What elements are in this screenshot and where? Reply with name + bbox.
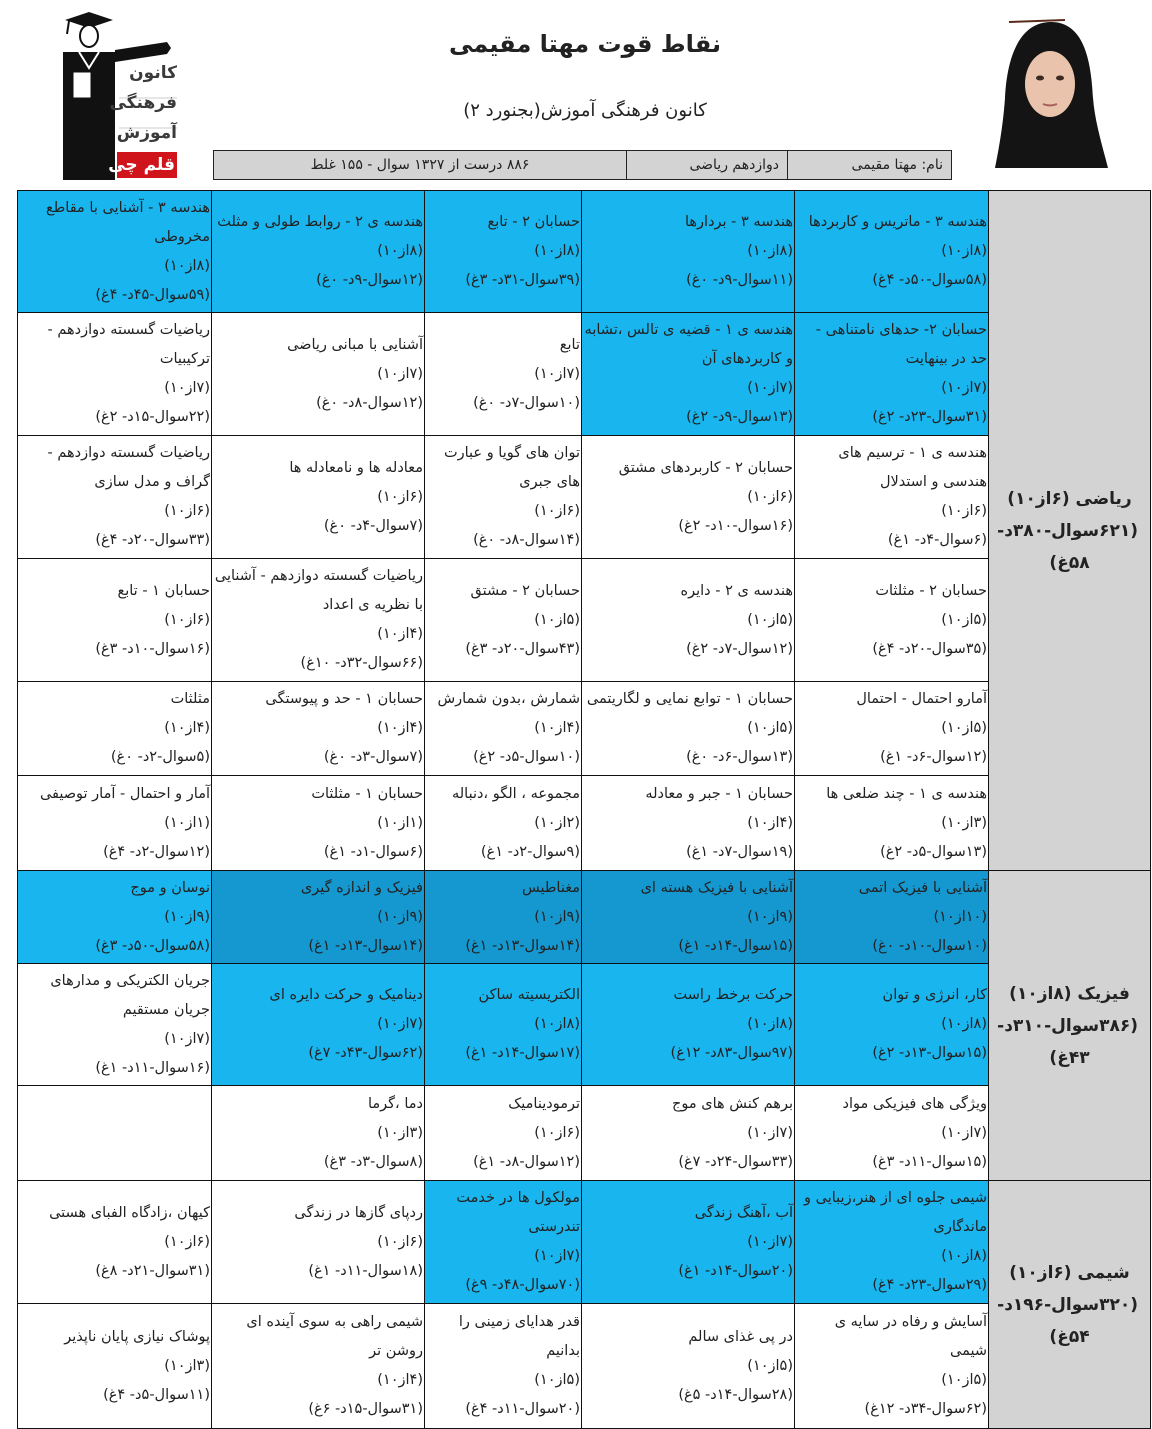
subject-label: شیمی (۶از۱۰) — [1009, 1262, 1130, 1283]
topic-detail: (۱۴سوال-۱۳د- ۱غ) — [308, 937, 423, 954]
topic-score: (۸از۱۰) — [941, 1248, 987, 1264]
topic-detail: (۹سوال-۲د- ۱غ) — [480, 843, 580, 860]
subject-summary-cell — [989, 191, 1151, 871]
topic-score: (۵از۱۰) — [941, 720, 987, 736]
topic-topic: ردپای گازها در زندگی — [294, 1204, 423, 1221]
topic-score: (۹از۱۰) — [747, 908, 793, 925]
topic-detail: (۱۴سوال-۸د- ۰غ) — [473, 532, 580, 548]
subject-stats: (۳۸۶سوال-۳۱۰د- ۴۳غ) — [997, 1015, 1138, 1068]
topic-detail: (۲۰سوال-۱۱د- ۴غ) — [465, 1401, 580, 1417]
table-row — [18, 1304, 1151, 1429]
topic-cell — [795, 436, 989, 559]
topic-score: (۸از۱۰) — [941, 243, 987, 259]
topic-detail: (۳۱سوال-۲۱د- ۸غ) — [95, 1262, 210, 1279]
topic-detail: (۱۸سوال-۱۱د- ۱غ) — [308, 1262, 423, 1279]
topic-score: (۷از۱۰) — [164, 380, 210, 396]
topic-cell — [795, 1181, 989, 1304]
student-photo — [995, 18, 1108, 168]
topic-cell — [18, 191, 212, 313]
logo-line-1: کانون — [129, 63, 177, 83]
topic-detail: (۵۸سوال-۵۰د- ۳غ) — [95, 937, 210, 954]
subject-summary-cell — [989, 871, 1151, 1181]
topic-topic: الکتریسیته ساکن — [478, 987, 580, 1003]
topic-score: (۳از۱۰) — [164, 1357, 210, 1374]
topic-topic: ریاضیات گسسته دوازدهم - ترکیبیات — [47, 322, 210, 367]
topic-topic: آشنایی با مبانی ریاضی — [287, 336, 423, 353]
topic-score: (۸از۱۰) — [534, 1016, 580, 1032]
topic-score: (۵از۱۰) — [747, 611, 793, 628]
topic-topic: نوسان و موج — [130, 879, 210, 896]
table-row — [18, 1181, 1151, 1304]
topic-cell — [795, 871, 989, 964]
topic-detail: (۸سوال-۳د- ۳غ) — [323, 1153, 423, 1170]
topic-score: (۵از۱۰) — [941, 1372, 987, 1388]
topic-detail: (۱۵سوال-۱۳د- ۲غ) — [872, 1045, 987, 1061]
topic-topic: جریان الکتریکی و مدارهای جریان مستقیم — [50, 972, 210, 1018]
topic-detail: (۳۱سوال-۱۵د- ۶غ) — [308, 1401, 423, 1417]
topic-cell — [425, 191, 582, 313]
topic-topic: در پی غذای سالم — [688, 1328, 793, 1345]
student-info-bar — [213, 150, 952, 180]
topic-score: (۴از۱۰) — [747, 814, 793, 831]
topic-topic: شیمی جلوه ای از هنر،زیبایی و ماندگاری — [804, 1190, 987, 1235]
topic-score: (۹از۱۰) — [534, 908, 580, 925]
topic-score: (۱۰از۱۰) — [933, 908, 987, 925]
topic-score: (۷از۱۰) — [747, 1124, 793, 1141]
topic-cell — [795, 1086, 989, 1181]
topic-topic: هندسه ی ۲ - روابط طولی و مثلث — [217, 214, 423, 230]
topic-cell — [425, 964, 582, 1086]
topic-topic: هندسه ۳ - بردارها — [684, 214, 793, 230]
topic-cell — [582, 1181, 795, 1304]
topic-score: (۷از۱۰) — [534, 365, 580, 382]
kanoon-logo — [55, 10, 179, 182]
topic-detail: (۱۱سوال-۵د- ۴غ) — [103, 1386, 210, 1403]
topic-detail: (۱۳سوال-۵د- ۲غ) — [880, 843, 987, 860]
student-grade: دوازدهم ریاضی — [626, 151, 787, 179]
topic-topic: حسابان ۱ - مثلثات — [311, 785, 423, 802]
topic-score: (۶از۱۰) — [377, 1233, 423, 1250]
topic-detail: (۱۲سوال-۸د- ۰غ) — [316, 394, 423, 411]
topic-topic: آشنایی با فیزیک اتمی — [858, 879, 987, 896]
topic-score: (۸از۱۰) — [941, 1016, 987, 1032]
logo-line-4: قلم چی — [117, 152, 177, 178]
topic-topic: حسابان ۲ - مثلثات — [875, 582, 987, 599]
topic-detail: (۱۴سوال-۱۳د- ۱غ) — [465, 937, 580, 954]
topic-score: (۶از۱۰) — [164, 1233, 210, 1250]
topic-detail: (۱۰سوال-۷د- ۰غ) — [473, 394, 580, 411]
topic-detail: (۱۷سوال-۱۴د- ۱غ) — [465, 1045, 580, 1061]
topic-detail: (۶۶سوال-۳۲د- ۱۰غ) — [300, 655, 423, 671]
table-row — [18, 776, 1151, 871]
topic-cell — [212, 1304, 425, 1429]
topic-topic: برهم کنش های موج — [672, 1095, 793, 1112]
topic-detail: (۵سوال-۲د- ۰غ) — [110, 749, 210, 765]
topic-topic: مولکول ها در خدمت تندرستی — [456, 1190, 580, 1235]
topic-detail: (۳۳سوال-۲۴د- ۷غ) — [678, 1153, 793, 1170]
topic-topic: حسابان ۲ - کاربردهای مشتق — [618, 459, 793, 476]
topic-topic: کیهان ،زادگاه الفبای هستی — [49, 1204, 210, 1221]
table-row — [18, 871, 1151, 964]
topic-topic: هندسه ی ۲ - دایره — [680, 582, 793, 599]
topic-detail: (۴۳سوال-۲۰د- ۳غ) — [465, 640, 580, 657]
table-row — [18, 1086, 1151, 1181]
table-row — [18, 964, 1151, 1086]
topic-detail: (۱۳سوال-۶د- ۰غ) — [686, 749, 793, 765]
topic-cell — [212, 682, 425, 776]
topic-topic: حسابان ۱ - جبر و معادله — [645, 785, 793, 802]
topic-cell — [425, 776, 582, 871]
topic-score: (۱از۱۰) — [377, 814, 423, 831]
subject-stats: (۶۲۱سوال-۳۸۰د- ۵۸غ) — [997, 520, 1138, 573]
strengths-table — [17, 190, 1151, 1429]
topic-cell — [425, 436, 582, 559]
topic-cell — [212, 1181, 425, 1304]
topic-cell — [212, 191, 425, 313]
topic-cell — [212, 313, 425, 436]
topic-score: (۷از۱۰) — [941, 380, 987, 396]
topic-topic: حسابان ۱ - حد و پیوستگی — [265, 691, 423, 707]
topic-score: (۵از۱۰) — [534, 1372, 580, 1388]
topic-topic: حسابان ۲- حدهای نامتناهی - حد در بینهایت — [815, 322, 987, 367]
topic-score: (۶از۱۰) — [941, 503, 987, 519]
topic-cell — [212, 559, 425, 682]
topic-score: (۸از۱۰) — [534, 243, 580, 259]
topic-topic: حرکت برخط راست — [673, 987, 793, 1003]
topic-score: (۴از۱۰) — [377, 626, 423, 642]
table-row — [18, 682, 1151, 776]
topic-detail: (۶سوال-۴د- ۱غ) — [887, 532, 987, 548]
topic-cell — [212, 436, 425, 559]
topic-score: (۷از۱۰) — [164, 1030, 210, 1047]
topic-cell — [582, 1304, 795, 1429]
topic-detail: (۹۷سوال-۸۳د- ۱۲غ) — [670, 1045, 793, 1061]
topic-topic: حسابان ۱ - تابع — [117, 582, 210, 599]
topic-score: (۸از۱۰) — [747, 1016, 793, 1032]
topic-cell — [582, 964, 795, 1086]
topic-detail: (۷۰سوال-۴۸د- ۹غ) — [465, 1277, 580, 1293]
topic-topic: ویژگی های فیزیکی مواد — [842, 1095, 987, 1112]
topic-score: (۵از۱۰) — [747, 1357, 793, 1374]
topic-topic: کار، انرژی و توان — [882, 987, 987, 1003]
topic-score: (۹از۱۰) — [377, 908, 423, 925]
topic-detail: (۱۹سوال-۷د- ۱غ) — [686, 843, 793, 860]
topic-detail: (۱۲سوال-۹د- ۰غ) — [316, 272, 423, 288]
topic-cell — [582, 191, 795, 313]
topic-cell — [18, 776, 212, 871]
topic-detail: (۳۵سوال-۲۰د- ۴غ) — [872, 640, 987, 657]
topic-cell — [425, 559, 582, 682]
topic-topic: توان های گویا و عبارت های جبری — [443, 445, 580, 490]
subject-label: فیزیک (۸از۱۰) — [1009, 983, 1130, 1004]
topic-cell — [18, 871, 212, 964]
student-name: نام: مهتا مقیمی — [787, 151, 951, 179]
topic-topic: ترمودینامیک — [508, 1095, 580, 1112]
topic-score: (۲از۱۰) — [534, 814, 580, 831]
topic-topic: هندسه ۳ - ماتریس و کاربردها — [808, 214, 987, 230]
topic-topic: حسابان ۲ - تابع — [487, 214, 580, 230]
topic-detail: (۱۱سوال-۹د- ۰غ) — [686, 272, 793, 288]
topic-topic: حسابان ۲ - مشتق — [470, 582, 580, 599]
topic-score: (۳از۱۰) — [377, 1124, 423, 1141]
topic-score: (۴از۱۰) — [164, 720, 210, 736]
topic-detail: (۶۲سوال-۳۴د- ۱۲غ) — [864, 1401, 987, 1417]
topic-topic: هندسه ی ۱ - قضیه ی تالس ،تشابه و کاربردهای آن — [584, 322, 793, 367]
topic-detail: (۵۹سوال-۴۵د- ۴غ) — [95, 286, 210, 303]
topic-topic: شیمی راهی به سوی آینده ای روشن تر — [246, 1314, 423, 1359]
topic-score: (۶از۱۰) — [164, 503, 210, 519]
topic-score: (۷از۱۰) — [941, 1124, 987, 1141]
topic-score: (۳از۱۰) — [941, 814, 987, 831]
topic-score: (۸از۱۰) — [747, 243, 793, 259]
topic-topic: هندسه ی ۱ - ترسیم های هندسی و استدلال — [838, 445, 987, 490]
topic-cell — [425, 1304, 582, 1429]
topic-detail: (۶سوال-۱د- ۱غ) — [323, 843, 423, 860]
topic-topic: شمارش ،بدون شمارش — [437, 691, 580, 707]
topic-cell — [18, 1304, 212, 1429]
topic-cell — [795, 191, 989, 313]
topic-cell — [18, 1086, 212, 1181]
topic-detail: (۱۰سوال-۱۰د- ۰غ) — [872, 937, 987, 954]
table-row — [18, 559, 1151, 682]
topic-detail: (۱۲سوال-۶د- ۱غ) — [880, 749, 987, 765]
topic-topic: آسایش و رفاه در سایه ی شیمی — [834, 1314, 987, 1359]
topic-score: (۸از۱۰) — [164, 257, 210, 274]
topic-cell — [795, 682, 989, 776]
topic-score: (۹از۱۰) — [164, 908, 210, 925]
topic-detail: (۱۲سوال-۸د- ۱غ) — [473, 1153, 580, 1170]
topic-detail: (۱۶سوال-۱۱د- ۱غ) — [95, 1059, 210, 1076]
topic-topic: ریاضیات گسسته دوازدهم - آشنایی با نظریه ی اعداد — [214, 568, 423, 613]
page-title: نقاط قوت مهتا مقیمی — [449, 30, 721, 58]
topic-cell — [212, 871, 425, 964]
topic-detail: (۱۶سوال-۱۰د- ۲غ) — [678, 517, 793, 534]
table-row — [18, 313, 1151, 436]
topic-score: (۵از۱۰) — [941, 611, 987, 628]
topic-cell — [582, 436, 795, 559]
topic-cell — [582, 682, 795, 776]
topic-topic: معادله ها و نامعادله ها — [289, 459, 423, 476]
topic-cell — [18, 1181, 212, 1304]
topic-topic: پوشاک نیازی پایان ناپذیر — [64, 1328, 210, 1345]
topic-cell — [795, 776, 989, 871]
topic-cell — [795, 313, 989, 436]
topic-score: (۵از۱۰) — [534, 611, 580, 628]
topic-cell — [795, 964, 989, 1086]
topic-cell — [582, 1086, 795, 1181]
topic-detail: (۱۳سوال-۹د- ۲غ) — [686, 409, 793, 425]
topic-cell — [425, 871, 582, 964]
topic-topic: مغناطیس — [522, 879, 580, 896]
topic-topic: ریاضیات گسسته دوازدهم - گراف و مدل سازی — [47, 445, 210, 490]
topic-cell — [795, 1304, 989, 1429]
topic-cell — [582, 776, 795, 871]
topic-score: (۷از۱۰) — [747, 1233, 793, 1250]
topic-detail: (۳۱سوال-۲۳د- ۲غ) — [872, 409, 987, 425]
overall-summary: ۸۸۶ درست از ۱۳۲۷ سوال - ۱۵۵ غلط — [310, 157, 530, 173]
topic-cell — [582, 559, 795, 682]
logo-line-3: آموزش — [116, 123, 177, 143]
topic-topic: قدر هدایای زمینی را بدانیم — [458, 1314, 580, 1359]
topic-score: (۵از۱۰) — [747, 720, 793, 736]
topic-detail: (۱۵سوال-۱۴د- ۱غ) — [678, 937, 793, 954]
topic-detail: (۱۲سوال-۷د- ۲غ) — [686, 640, 793, 657]
table-row — [18, 191, 1151, 313]
topic-topic: هندسه ۳ - آشنایی با مقاطع مخروطی — [46, 199, 210, 245]
topic-score: (۴از۱۰) — [377, 1372, 423, 1388]
topic-score: (۷از۱۰) — [534, 1248, 580, 1264]
topic-cell — [425, 1086, 582, 1181]
topic-cell — [425, 1181, 582, 1304]
topic-detail: (۲۹سوال-۲۳د- ۴غ) — [872, 1277, 987, 1293]
subject-label: ریاضی (۶از۱۰) — [1007, 488, 1132, 509]
topic-topic: مثلثات — [170, 691, 210, 707]
topic-score: (۷از۱۰) — [377, 365, 423, 382]
topic-detail: (۳۹سوال-۳۱د- ۳غ) — [465, 272, 580, 288]
table-row — [18, 436, 1151, 559]
topic-score: (۸از۱۰) — [377, 243, 423, 259]
topic-cell — [18, 436, 212, 559]
topic-cell — [795, 559, 989, 682]
topic-detail: (۶۲سوال-۴۳د- ۷غ) — [308, 1045, 423, 1061]
subject-summary-cell — [989, 1181, 1151, 1429]
topic-cell — [582, 871, 795, 964]
topic-cell — [425, 313, 582, 436]
topic-topic: حسابان ۱ - توابع نمایی و لگاریتمی — [586, 691, 793, 707]
topic-detail: (۲۰سوال-۱۴د- ۱غ) — [678, 1262, 793, 1279]
logo-line-2: فرهنگی — [109, 93, 177, 113]
topic-topic: هندسه ی ۱ - چند ضلعی ها — [826, 785, 987, 802]
topic-topic: دما ،گرما — [367, 1095, 423, 1112]
topic-score: (۶از۱۰) — [377, 488, 423, 505]
topic-detail: (۱۶سوال-۱۰د- ۳غ) — [95, 640, 210, 657]
topic-cell — [212, 1086, 425, 1181]
topic-score: (۴از۱۰) — [534, 720, 580, 736]
topic-detail: (۱۰سوال-۵د- ۲غ) — [473, 749, 580, 765]
topic-cell — [18, 313, 212, 436]
topic-score: (۶از۱۰) — [747, 488, 793, 505]
topic-cell — [18, 559, 212, 682]
topic-score: (۶از۱۰) — [164, 611, 210, 628]
page-subtitle: کانون فرهنگی آموزش(بجنورد ۲) — [463, 100, 707, 121]
topic-topic: آشنایی با فیزیک هسته ای — [640, 879, 793, 896]
topic-cell — [582, 313, 795, 436]
topic-detail: (۱۵سوال-۱۱د- ۳غ) — [872, 1153, 987, 1170]
topic-cell — [425, 682, 582, 776]
topic-topic: تابع — [559, 336, 580, 353]
topic-score: (۷از۱۰) — [747, 380, 793, 396]
topic-cell — [18, 964, 212, 1086]
topic-topic: دینامیک و حرکت دایره ای — [269, 987, 423, 1003]
topic-topic: مجموعه ، الگو ،دنباله — [451, 785, 580, 802]
topic-topic: آب ،آهنگ زندگی — [694, 1204, 793, 1221]
topic-topic: فیزیک و اندازه گیری — [300, 879, 423, 896]
topic-cell — [212, 776, 425, 871]
topic-score: (۶از۱۰) — [534, 1124, 580, 1141]
topic-detail: (۱۲سوال-۲د- ۴غ) — [103, 843, 210, 860]
topic-cell — [212, 964, 425, 1086]
topic-score: (۷از۱۰) — [377, 1016, 423, 1032]
topic-score: (۱از۱۰) — [164, 814, 210, 831]
topic-detail: (۲۲سوال-۱۵د- ۲غ) — [95, 409, 210, 425]
topic-topic: آمارو احتمال - احتمال — [856, 691, 987, 707]
topic-cell — [18, 682, 212, 776]
topic-score: (۴از۱۰) — [377, 720, 423, 736]
topic-detail: (۲۸سوال-۱۴د- ۵غ) — [678, 1386, 793, 1403]
topic-topic: آمار و احتمال - آمار توصیفی — [39, 785, 210, 802]
topic-detail: (۵۸سوال-۵۰د- ۴غ) — [872, 272, 987, 288]
topic-detail: (۳۳سوال-۲۰د- ۴غ) — [95, 532, 210, 548]
topic-detail: (۷سوال-۴د- ۰غ) — [323, 517, 423, 534]
subject-stats: (۳۲۰سوال-۱۹۶د- ۵۴غ) — [997, 1294, 1138, 1347]
topic-score: (۶از۱۰) — [534, 503, 580, 519]
topic-detail: (۷سوال-۳د- ۰غ) — [323, 749, 423, 765]
